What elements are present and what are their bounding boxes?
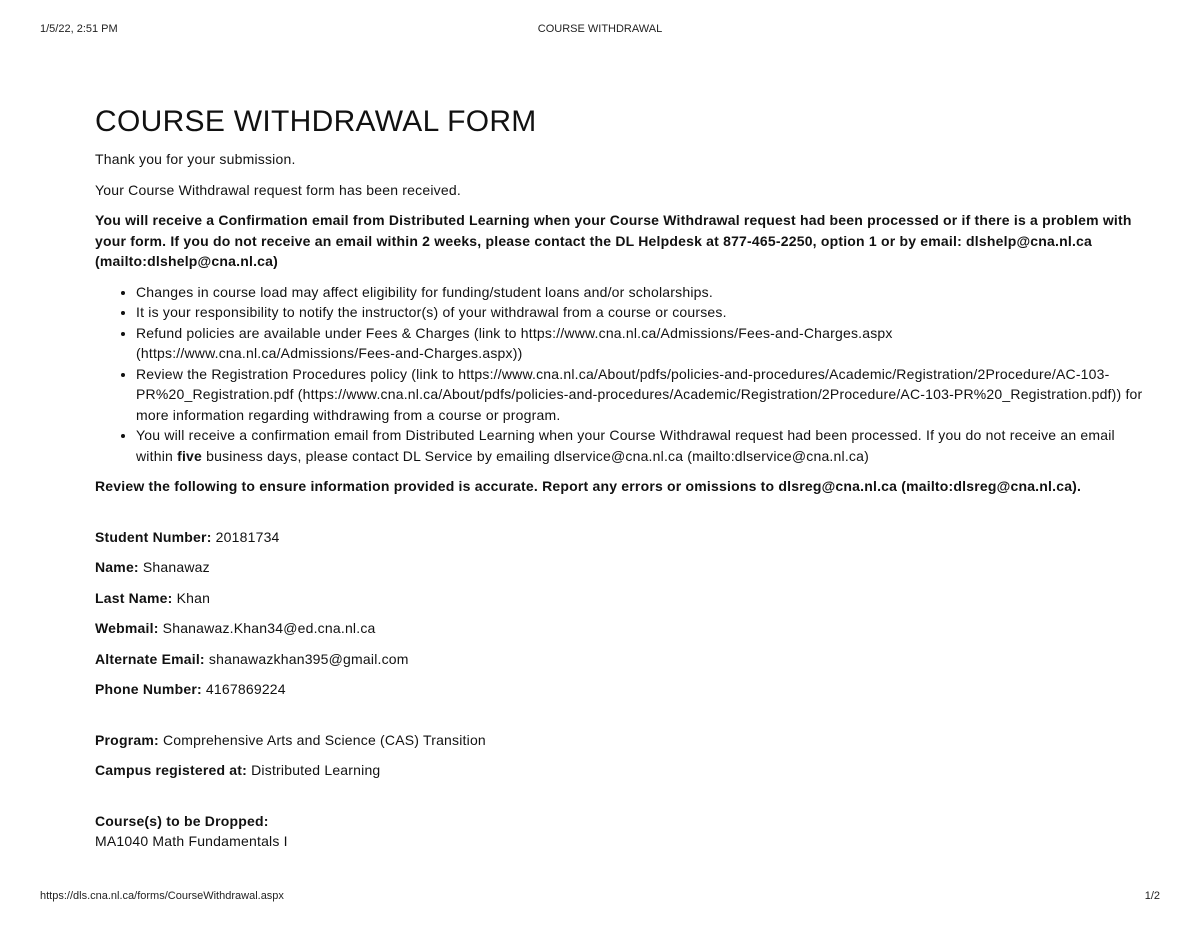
print-title: COURSE WITHDRAWAL	[537, 23, 663, 35]
note-text: You will receive a confirmation email from Distributed Learning when your Course Withdrawal request had been processed. If you do not receive an email within	[136, 427, 1115, 464]
name-value: Shanawaz	[142, 559, 210, 575]
print-url: https://dls.cna.nl.ca/forms/CourseWithdrawal.aspx	[40, 890, 284, 902]
list-item: • It is your responsibility to notify the instructor(s) of your withdrawal from a course or courses.	[136, 302, 1148, 323]
list-item	[136, 425, 1148, 466]
page-number: 1/2	[1144, 890, 1160, 902]
campus-value: Distributed Learning	[251, 762, 381, 778]
field-label: Name:	[95, 559, 139, 575]
list-item: • Changes in course load may affect eligibility for funding/student loans and/or scholarships.	[136, 282, 1148, 303]
print-datetime: 1/5/22, 2:51 PM	[40, 23, 118, 35]
field-label: Webmail:	[95, 620, 159, 636]
phone-number-field	[95, 679, 1148, 700]
name-field	[95, 557, 1148, 578]
field-label: Last Name:	[95, 589, 173, 606]
list-item: • Refund policies are available under Fees & Charges (link to https://www.cna.nl.ca/Admissions/Fees-and-Charges.aspx (https://www.cna.nl.ca/Admissions/Fees-and-Charges.aspx))	[136, 323, 1148, 364]
last-name-value: Khan	[176, 589, 211, 606]
form-content	[95, 104, 1148, 851]
field-label: Program:	[95, 731, 159, 748]
courses-value: MA1040 Math Fundamentals I	[95, 832, 288, 849]
confirmation-notice: You will receive a Confirmation email from Distributed Learning when your Course Withdrawal request had been processed or if there is a problem with your form. If you do not receive an email within 2 weeks, please contact the DL Helpdesk at 877-465-2250, option 1 or by email: dlshelp@cna.nl.ca (mailto:dlshelp@cna.nl.ca)	[95, 212, 1132, 269]
spacer	[95, 507, 1148, 527]
page-title: COURSE WITHDRAWAL FORM	[95, 105, 537, 138]
field-label: Campus registered at:	[95, 762, 248, 778]
program-field	[95, 730, 1148, 751]
student-number-field	[95, 527, 1148, 548]
alternate-email-field	[95, 649, 1148, 670]
spacer	[95, 710, 1148, 730]
received-text: Your Course Withdrawal request form has been received.	[95, 181, 461, 198]
courses-label: Course(s) to be Dropped:	[95, 812, 269, 829]
field-label: Student Number:	[95, 528, 212, 545]
note-emphasis: five	[177, 447, 203, 464]
print-header	[40, 23, 1160, 37]
student-number-value: 20181734	[215, 528, 280, 545]
phone-number-value: 4167869224	[205, 681, 286, 697]
notes-list	[95, 282, 1148, 467]
field-label: Phone Number:	[95, 681, 202, 697]
list-item: • Review the Registration Procedures policy (link to https://www.cna.nl.ca/About/pdfs/policies-and-procedures/Academic/Registration/2Procedure/AC-103-PR%20_Registration.pdf (https://www.cna.nl.ca/About/pdfs/policies-and-procedures/Academic/Registration/2Procedure/AC-103-PR%20_Registration.pdf)) for more information regarding withdrawing from a course or program.	[136, 364, 1148, 426]
program-value: Comprehensive Arts and Science (CAS) Transition	[162, 731, 486, 748]
field-label: Alternate Email:	[95, 650, 205, 667]
alternate-email-value: shanawazkhan395@gmail.com	[208, 650, 409, 667]
note-text: business days, please contact DL Service by emailing dlservice@cna.nl.ca (mailto:dlservice@cna.nl.ca)	[202, 447, 869, 464]
campus-field	[95, 760, 1148, 781]
webmail-field	[95, 618, 1148, 639]
review-notice: Review the following to ensure information provided is accurate. Report any errors or omissions to dlsreg@cna.nl.ca (mailto:dlsreg@cna.nl.ca).	[95, 478, 1082, 494]
thank-you-text: Thank you for your submission.	[95, 151, 296, 167]
last-name-field	[95, 588, 1148, 609]
webmail-value: Shanawaz.Khan34@ed.cna.nl.ca	[162, 620, 376, 636]
print-footer	[40, 890, 1160, 904]
spacer	[95, 791, 1148, 811]
